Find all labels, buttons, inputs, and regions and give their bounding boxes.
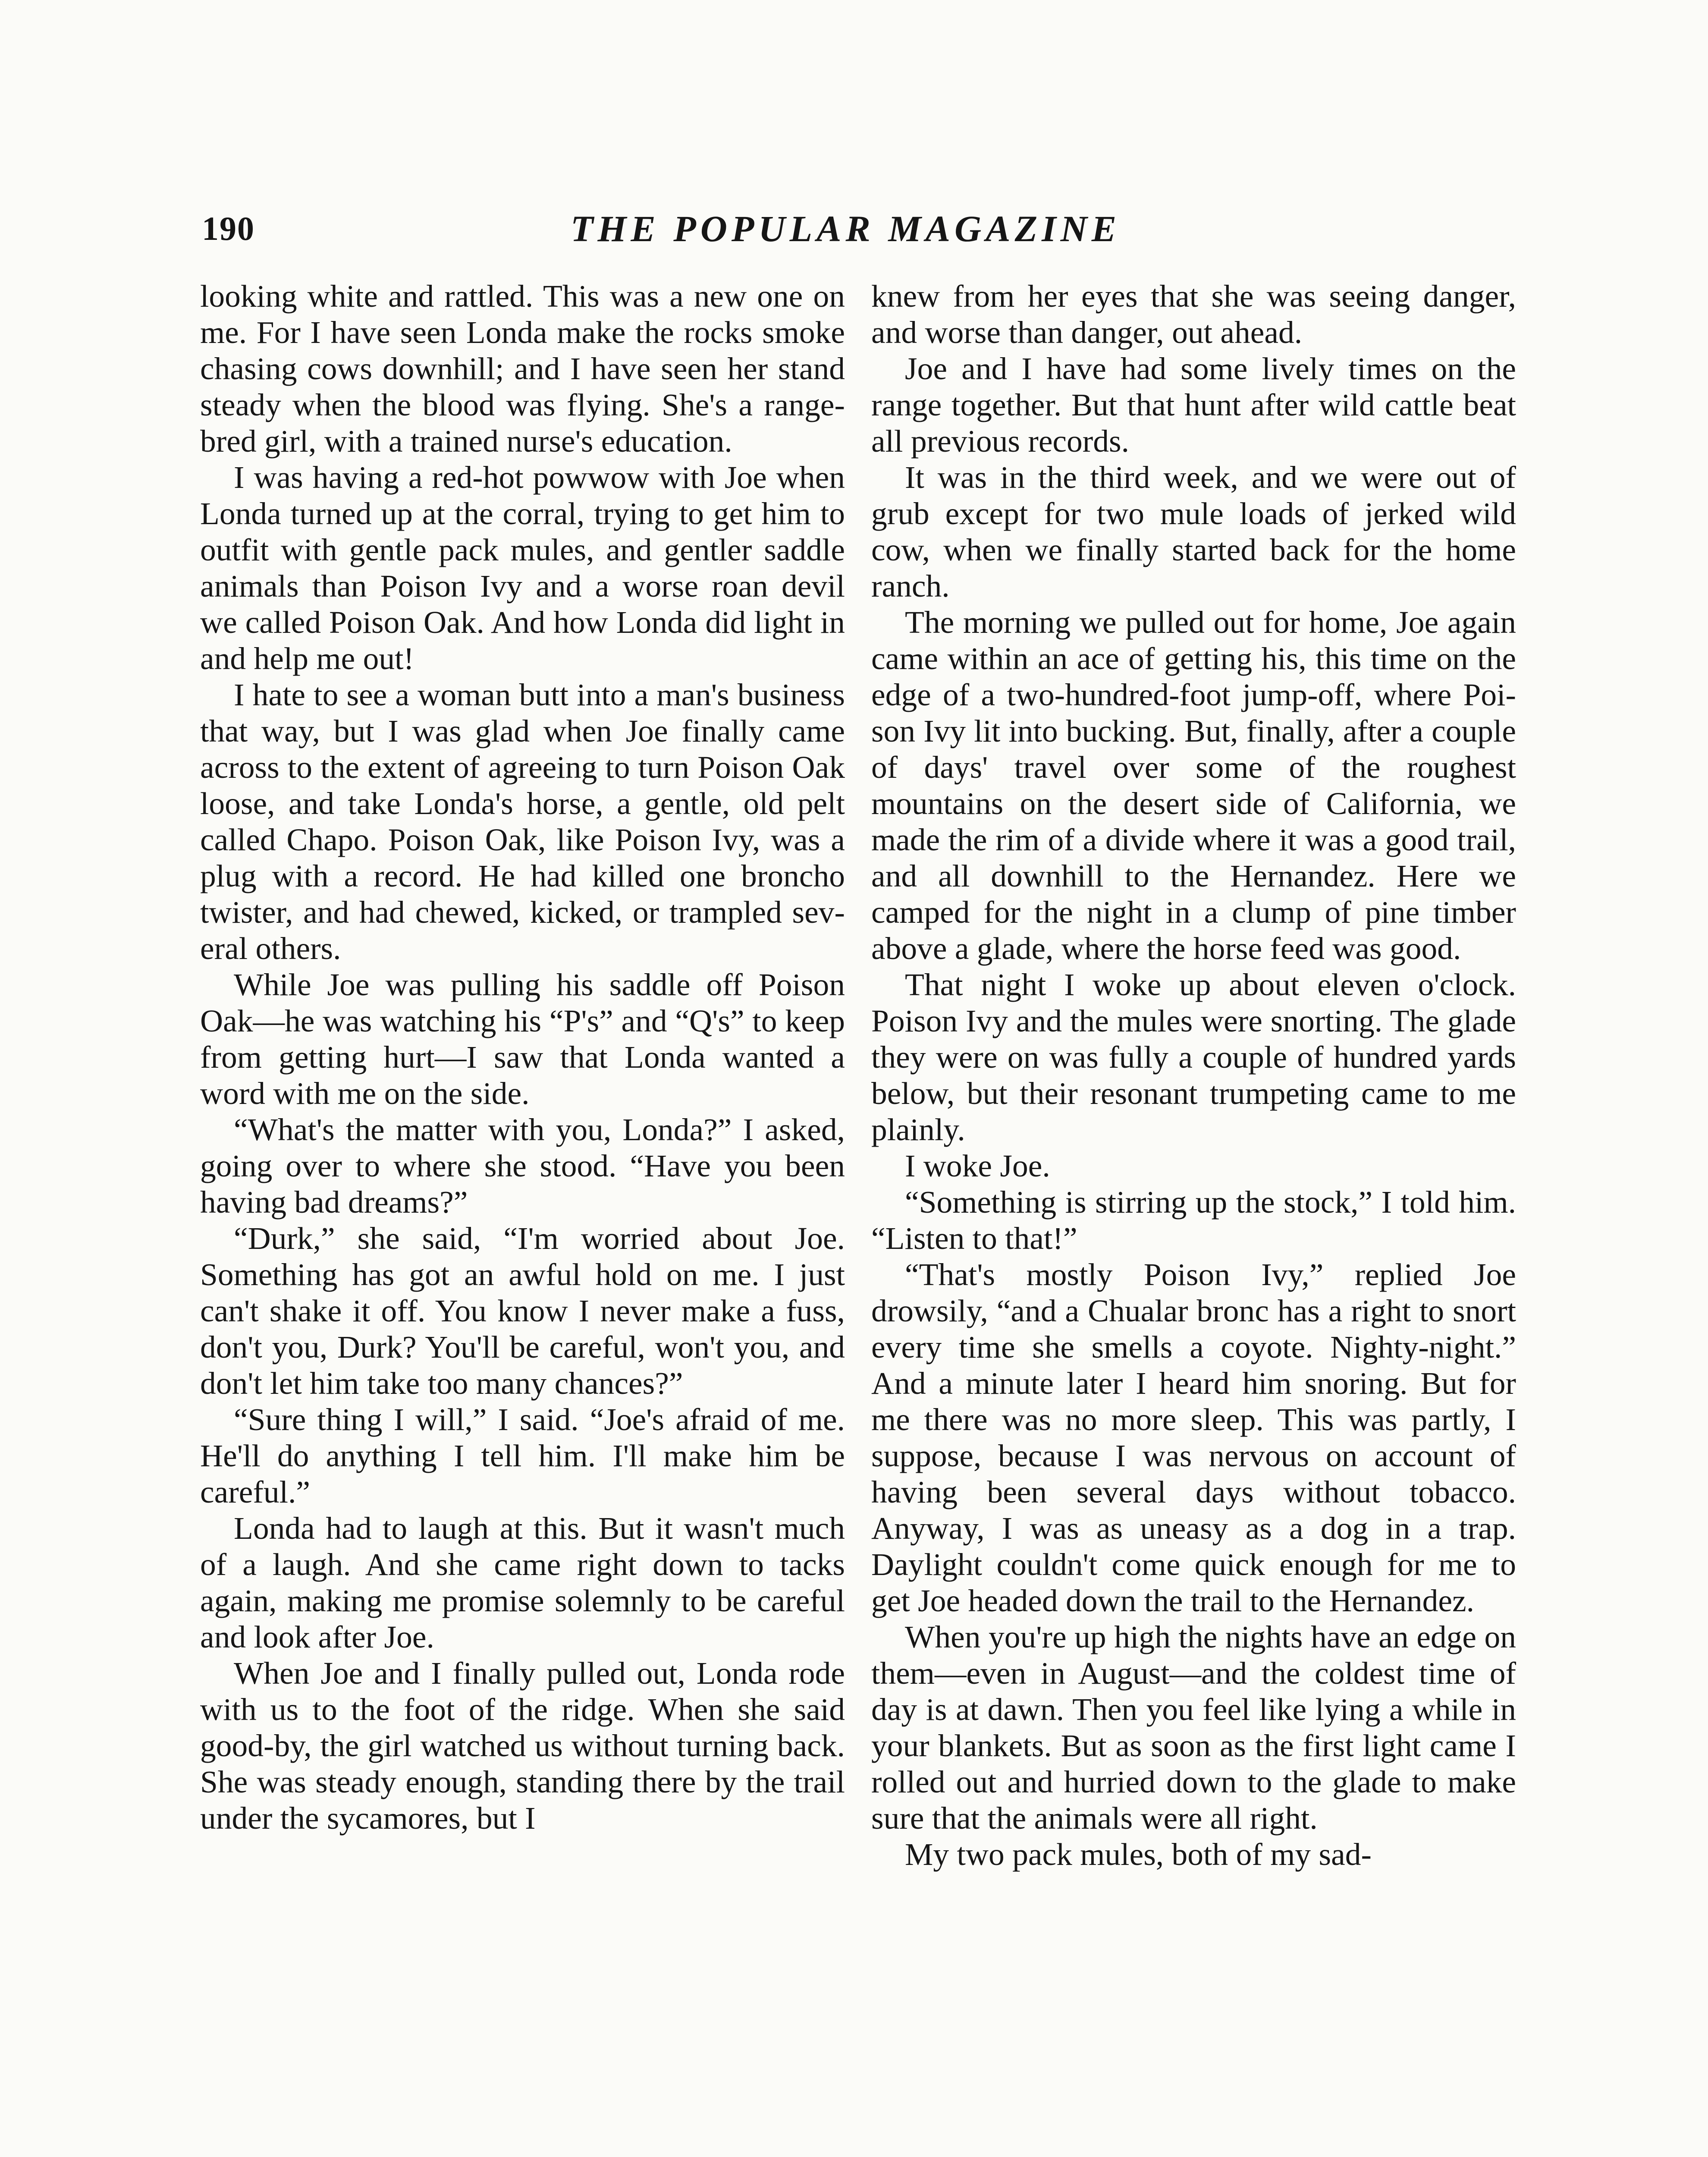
paragraph: My two pack mules, both of my sad-: [905, 1837, 1372, 1872]
paragraph: “Durk,” she said, “I'm worried about Joe. Something has got an awful hold on me. I just can't shake it off. You know I never make a fuss, don't you, Durk? You'll be careful, won't you, and don't let him take too many chances?”: [200, 1221, 845, 1401]
paragraph: When you're up high the nights have an edge on them—even in August—and the coldest time of day is at dawn. Then you feel like lying a while in your blankets. But as soon as the first light came I rolled out and hurried down to the glade to make sure that the animals were all right.: [871, 1619, 1516, 1836]
paragraph: I woke Joe.: [905, 1148, 1050, 1183]
left-column: [200, 278, 845, 1836]
paragraph: I hate to see a woman butt into a man's business that way, but I was glad when Joe finally came across to the extent of agreeing to turn Poison Oak loose, and take Londa's horse, a gentle, old pelt called Chapo. Poison Oak, like Poison Ivy, was a plug with a record. He had killed one broncho twister, and had chewed, kicked, or trampled several others.: [200, 677, 845, 966]
paragraph: Joe and I have had some lively times on the range together. But that hunt after wild cattle beat all previous records.: [871, 351, 1516, 459]
paragraph: Londa had to laugh at this. But it wasn't much of a laugh. And she came right down to tacks again, making me promise solemnly to be careful and look after Joe.: [200, 1511, 845, 1654]
paragraph: While Joe was pulling his saddle off Poison Oak—he was watching his “P's” and “Q's” to keep from getting hurt—I saw that Londa wanted a word with me on the side.: [200, 967, 845, 1111]
running-title: THE POPULAR MAGAZINE: [571, 208, 1121, 249]
paragraph: “What's the matter with you, Londa?” I asked, going over to where she stood. “Have you been having bad dreams?”: [200, 1112, 845, 1220]
paragraph: That night I woke up about eleven o'clock. Poison Ivy and the mules were snorting. The glade they were on was fully a couple of hundred yards below, but their resonant trumpeting came to me plainly.: [871, 967, 1516, 1147]
paragraph: When Joe and I finally pulled out, Londa rode with us to the foot of the ridge. When she said good-by, the girl watched us without turning back. She was steady enough, standing there by the trail under the sycamores, but I: [200, 1656, 845, 1836]
paragraph: I was having a red-hot powwow with Joe when Londa turned up at the corral, trying to get him to outfit with gentle pack mules, and gentler saddle animals than Poison Ivy and a worse roan devil we called Poison Oak. And how Londa did light in and help me out!: [200, 460, 845, 676]
paragraph: The morning we pulled out for home, Joe again came within an ace of getting his, this time on the edge of a two-hundred-foot jump-off, where Poison Ivy lit into bucking. But, finally, after a couple of days' travel over some of the roughest mountains on the desert side of California, we made the rim of a divide where it was a good trail, and all downhill to the Hernandez. Here we camped for the night in a clump of pine timber above a glade, where the horse feed was good.: [871, 605, 1516, 966]
paragraph: “Something is stirring up the stock,” I told him. “Listen to that!”: [871, 1185, 1516, 1256]
paragraph: It was in the third week, and we were out of grub except for two mule loads of jerked wild cow, when we finally started back for the home ranch.: [871, 460, 1516, 604]
page-number: 190: [202, 210, 255, 247]
page-header: [202, 203, 1582, 255]
paragraph: looking white and rattled. This was a new one on me. For I have seen Londa make the rocks smoke chasing cows downhill; and I have seen her stand steady when the blood was flying. She's a range-bred girl, with a trained nurse's education.: [200, 279, 845, 459]
paragraph: knew from her eyes that she was seeing danger, and worse than danger, out ahead.: [871, 279, 1516, 350]
paragraph: “Sure thing I will,” I said. “Joe's afraid of me. He'll do anything I tell him. I'll make him be careful.”: [200, 1402, 845, 1509]
right-column: [871, 278, 1516, 1873]
paragraph: “That's mostly Poison Ivy,” replied Joe drowsily, “and a Chualar bronc has a right to snort every time she smells a coyote. Nighty-night.” And a minute later I heard him snoring. But for me there was no more sleep. This was partly, I suppose, because I was nervous on account of having been several days without tobacco. Anyway, I was as uneasy as a dog in a trap. Daylight couldn't come quick enough for me to get Joe headed down the trail to the Hernandez.: [871, 1257, 1516, 1618]
